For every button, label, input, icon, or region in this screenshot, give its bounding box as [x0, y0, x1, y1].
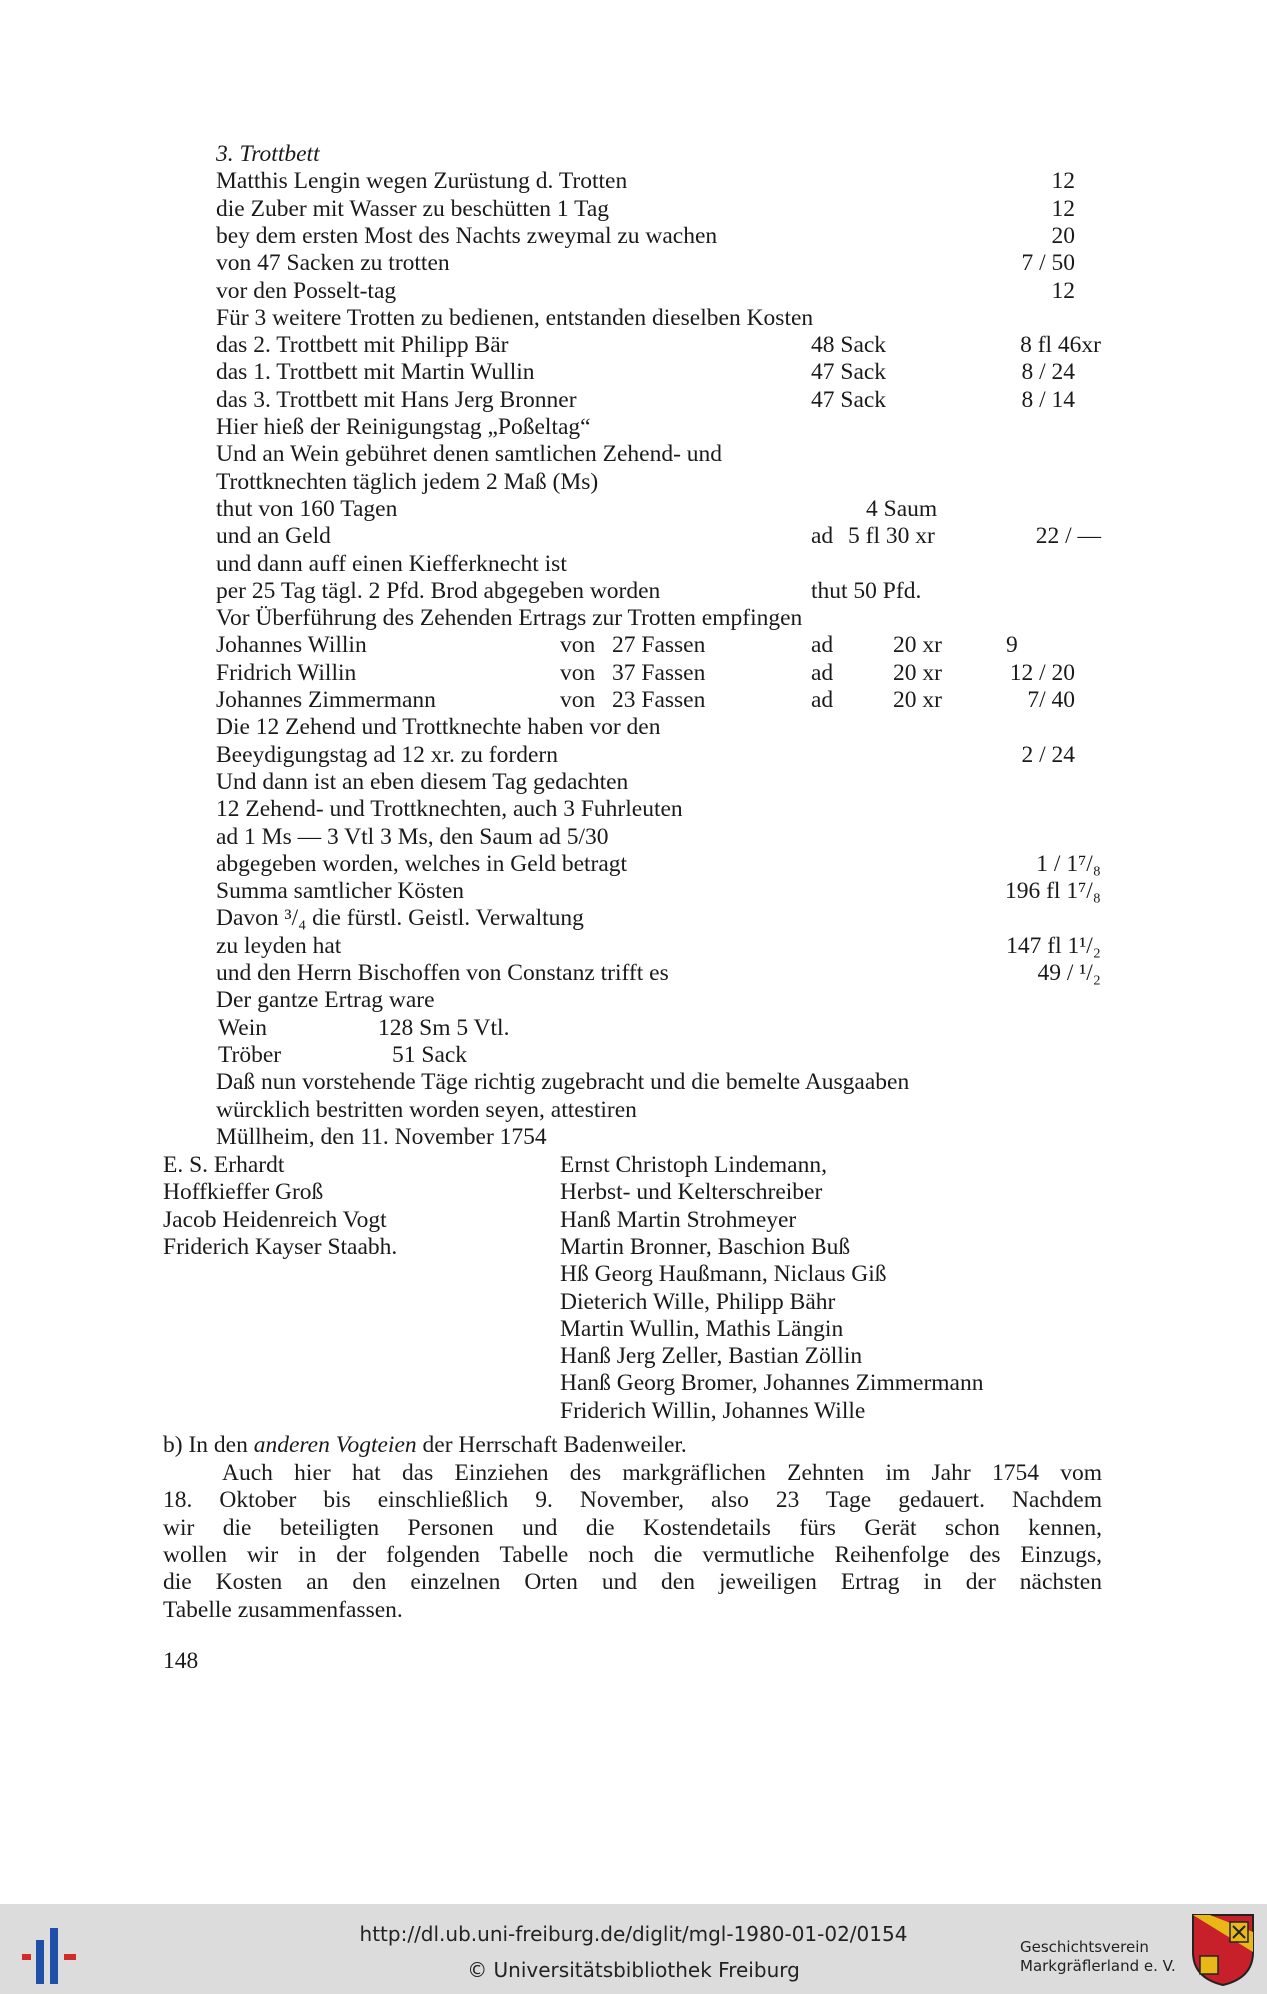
signature-right: Ernst Christoph Lindemann,: [560, 1152, 827, 1178]
line-value: von: [560, 632, 596, 659]
footer-bar: [0, 1904, 1267, 1994]
line-value: 2 / 24: [1021, 741, 1075, 768]
line-text: Johannes Zimmermann: [216, 687, 436, 713]
signature-right: Friderich Willin, Johannes Wille: [560, 1397, 866, 1424]
line-text: Daß nun vorstehende Täge richtig zugebracht und die bemelte Ausgaaben: [216, 1069, 910, 1096]
line-text: Trottknechten täglich jedem 2 Maß (Ms): [216, 468, 599, 495]
line-value: 20 xr: [893, 659, 942, 686]
signature-right: Herbst- und Kelterschreiber: [560, 1179, 823, 1206]
line-value: 147 fl 1¹/₂: [1006, 932, 1101, 959]
line-text: das 1. Trottbett mit Martin Wullin: [216, 359, 535, 386]
paragraph-line: Auch hier hat das Einziehen des markgräflichen Zehnten im Jahr 1754 vom: [222, 1460, 1102, 1486]
line-text: thut von 160 Tagen: [216, 495, 398, 522]
signature-left: Friderich Kayser Staabh.: [163, 1233, 398, 1260]
line-text: Vor Überführung des Zehenden Ertrags zur Trotten empfingen: [216, 605, 803, 632]
line-value: 47 Sack: [811, 359, 887, 386]
signature-right: Martin Bronner, Baschion Buß: [560, 1233, 851, 1260]
line-value: ad: [811, 687, 834, 713]
line-value: 5 fl 30 xr: [848, 523, 935, 550]
line-value: 37 Fassen: [612, 659, 706, 686]
line-value: von: [560, 659, 596, 686]
line-value: 20 xr: [893, 632, 942, 659]
line-value: 20: [1051, 222, 1075, 249]
line-text: Johannes Willin: [216, 632, 367, 659]
line-text: vor den Posselt-tag: [216, 277, 397, 304]
line-text: Davon ³/₄ die fürstl. Geistl. Verwaltung: [216, 905, 584, 932]
line-text: das 2. Trottbett mit Philipp Bär: [216, 332, 509, 359]
line-value: 12: [1051, 277, 1075, 304]
line-text: 3. Trottbett: [216, 141, 320, 167]
line-value: ad: [811, 523, 834, 550]
line-text: Wein: [218, 1014, 268, 1041]
paragraph-line: die Kosten an den einzelnen Orten und den jeweiligen Ertrag in der nächsten: [163, 1569, 1102, 1596]
line-value: von: [560, 687, 596, 713]
line-text: bey dem ersten Most des Nachts zweymal zu wachen: [216, 222, 718, 249]
signature-right: Hanß Martin Strohmeyer: [560, 1206, 797, 1233]
line-text: Der gantze Ertrag ware: [216, 987, 435, 1014]
signature-right: Hß Georg Haußmann, Niclaus Giß: [560, 1261, 887, 1288]
signature-right: Hanß Georg Bromer, Johannes Zimmermann: [560, 1370, 984, 1397]
paragraph-line: 18. Oktober bis einschließlich 9. November, also 23 Tage gedauert. Nachdem: [163, 1487, 1102, 1514]
line-value: 9: [1006, 632, 1018, 659]
line-text: und den Herrn Bischoffen von Constanz trifft es: [216, 960, 669, 986]
line-value: 12: [1051, 168, 1075, 195]
line-text: und dann auff einen Kiefferknecht ist: [216, 550, 567, 577]
society-name: [1020, 1938, 1180, 1976]
paragraph-line: Tabelle zusammenfassen.: [163, 1596, 403, 1623]
line-value: 7/ 40: [1027, 687, 1075, 713]
footer-url-link[interactable]: http://dl.ub.uni-freiburg.de/diglit/mgl-1980-01-02/0154: [359, 1922, 908, 1946]
line-text: Beeydigungstag ad 12 xr. zu fordern: [216, 741, 558, 768]
signature-right: Hanß Jerg Zeller, Bastian Zöllin: [560, 1343, 863, 1370]
page-number: 148: [163, 1648, 199, 1674]
line-value: 8 / 14: [1021, 386, 1075, 413]
line-value: 12: [1051, 195, 1075, 222]
line-value: 27 Fassen: [612, 632, 706, 659]
paragraph-line: wollen wir in der folgenden Tabelle noch die vermutliche Reihenfolge des Einzugs,: [163, 1541, 1102, 1568]
line-value: 51 Sack: [392, 1041, 468, 1068]
line-value: 49 / ¹/₂: [1037, 960, 1101, 986]
line-text: Müllheim, den 11. November 1754: [216, 1123, 547, 1150]
line-text: von 47 Sacken zu trotten: [216, 250, 450, 277]
line-text: Tröber: [218, 1041, 282, 1068]
line-value: ad: [811, 632, 834, 659]
line-text: und an Geld: [216, 523, 331, 550]
line-value: 128 Sm 5 Vtl.: [378, 1014, 510, 1041]
line-text: würcklich bestritten worden seyen, attestiren: [216, 1096, 637, 1123]
coat-of-arms-icon[interactable]: [1190, 1912, 1256, 1988]
line-text: abgegeben worden, welches in Geld betragt: [216, 850, 628, 877]
line-text: ad 1 Ms — 3 Vtl 3 Ms, den Saum ad 5/30: [216, 823, 609, 850]
section-heading-b: b) In den anderen Vogteien der Herrschaft Badenweiler.: [163, 1432, 687, 1458]
line-text: per 25 Tag tägl. 2 Pfd. Brod abgegeben worden: [216, 577, 661, 604]
line-value: 7 / 50: [1021, 250, 1075, 277]
line-value: 8 fl 46xr: [1020, 332, 1101, 359]
paragraph-line: wir die beteiligten Personen und die Kostendetails fürs Gerät schon kennen,: [163, 1514, 1102, 1541]
signature-left: Hoffkieffer Groß: [163, 1179, 324, 1206]
signature-left: E. S. Erhardt: [163, 1152, 285, 1178]
signature-left: Jacob Heidenreich Vogt: [163, 1206, 387, 1233]
line-text: Matthis Lengin wegen Zurüstung d. Trotten: [216, 168, 628, 195]
line-value: 20 xr: [893, 687, 942, 713]
line-value: 48 Sack: [811, 332, 887, 359]
signature-right: Martin Wullin, Mathis Längin: [560, 1315, 844, 1342]
line-value: 1 / 1⁷/₈: [1036, 850, 1101, 877]
line-value: 12 / 20: [1009, 659, 1075, 686]
line-text: zu leyden hat: [216, 932, 342, 959]
line-text: 12 Zehend- und Trottknechten, auch 3 Fuhrleuten: [216, 796, 683, 823]
line-value: 8 / 24: [1021, 359, 1075, 386]
line-text: das 3. Trottbett mit Hans Jerg Bronner: [216, 386, 577, 413]
line-value: 22 / —: [1035, 523, 1101, 550]
line-value: 23 Fassen: [612, 687, 706, 713]
line-text: Und an Wein gebühret denen samtlichen Zehend- und: [216, 441, 723, 468]
line-value: 4 Saum: [866, 495, 938, 522]
line-text: Summa samtlicher Kösten: [216, 878, 465, 905]
signature-right: Dieterich Wille, Philipp Bähr: [560, 1288, 836, 1315]
line-value: 47 Sack: [811, 386, 887, 413]
line-text: Fridrich Willin: [216, 659, 357, 686]
line-text: Für 3 weitere Trotten zu bedienen, entstanden dieselben Kosten: [216, 304, 814, 331]
line-text: die Zuber mit Wasser zu beschütten 1 Tag: [216, 195, 610, 222]
line-value: thut 50 Pfd.: [811, 577, 922, 604]
line-value: ad: [811, 659, 834, 686]
line-text: Hier hieß der Reinigungstag „Poßeltag“: [216, 414, 591, 440]
line-text: Und dann ist an eben diesem Tag gedachten: [216, 768, 629, 795]
society-line-2: Markgräflerland e. V.: [1020, 1957, 1176, 1975]
line-text: Die 12 Zehend und Trottknechte haben vor den: [216, 714, 661, 741]
footer-copyright: © Universitätsbibliothek Freiburg: [467, 1958, 800, 1982]
line-value: 196 fl 1⁷/₈: [1004, 878, 1101, 905]
society-line-1: Geschichtsverein: [1020, 1938, 1149, 1956]
